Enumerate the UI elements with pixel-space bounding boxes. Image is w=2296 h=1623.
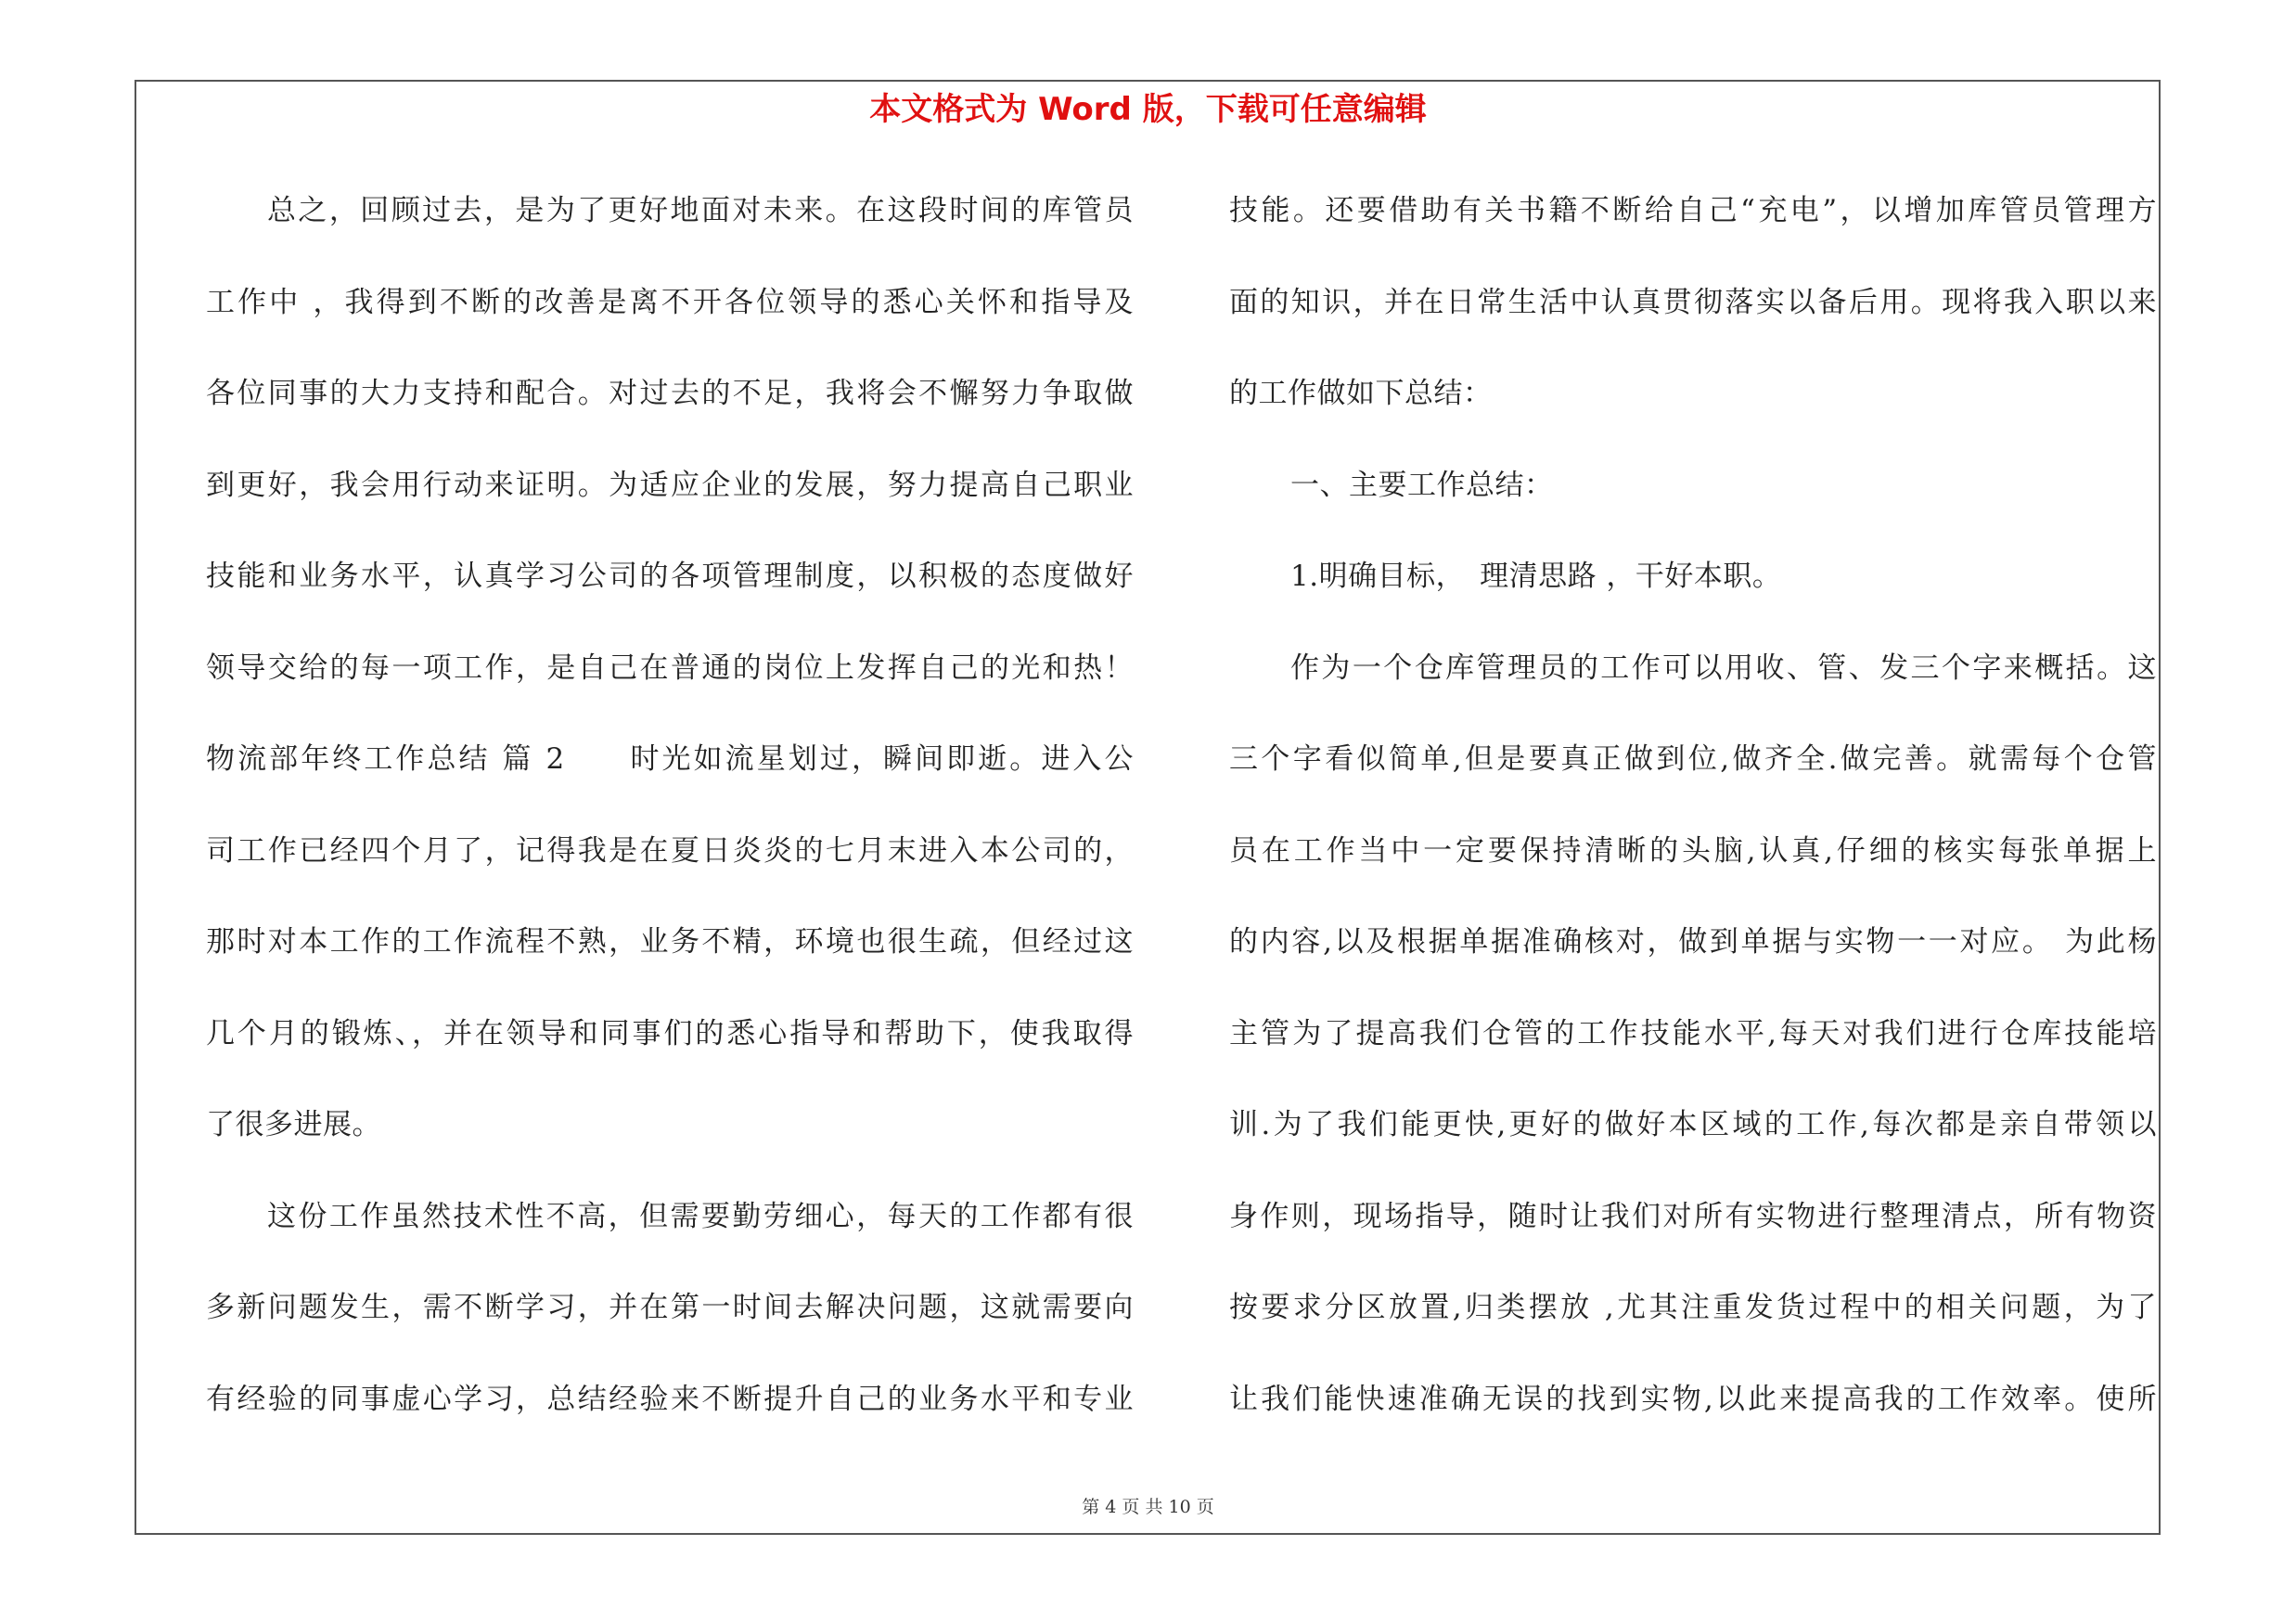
text-line: 技能和业务水平，认真学习公司的各项管理制度，以积极的态度做好 (206, 560, 1134, 593)
text-line: 领导交给的每一项工作，是自己在普通的岗位上发挥自己的光和热！ (206, 650, 1134, 685)
text-line: 各位同事的大力支持和配合。对过去的不足，我将会不懈努力争取做 (206, 377, 1134, 410)
format-banner: 本文格式为 Word 版，下载可任意编辑 (869, 91, 1427, 128)
right-text-column (1229, 181, 2157, 1452)
text-line: 一、主要工作总结： (1290, 468, 1554, 502)
text-line: 总之，回顾过去，是为了更好地面对未来。在这段时间的库管员 (267, 194, 1134, 227)
text-line: 的工作做如下总结： (1229, 377, 1493, 410)
text-line: 主管为了提高我们仓管的工作技能水平,每天对我们进行仓库技能培 (1229, 1016, 2157, 1050)
text-line: 员在工作当中一定要保持清晰的头脑,认真,仔细的核实每张单据上 (1229, 833, 2157, 868)
text-line: 物流部年终工作总结 篇 2 时光如流星划过，瞬间即逝。进入公 (206, 742, 1134, 776)
text-line: 面的知识，并在日常生活中认真贯彻落实以备后用。现将我入职以来 (1229, 285, 2157, 319)
text-line: 多新问题发生，需不断学习，并在第一时间去解决问题，这就需要向 (206, 1291, 1134, 1324)
text-line: 到更好，我会用行动来证明。为适应企业的发展，努力提高自己职业 (206, 468, 1134, 502)
text-line: 技能。还要借助有关书籍不断给自己“充电”，以增加库管员管理方 (1229, 194, 2157, 227)
text-line: 作为一个仓库管理员的工作可以用收、管、发三个字来概括。这 (1290, 650, 2157, 685)
text-line: 1.明确目标， 理清思路 ，干好本职。 (1290, 560, 1782, 593)
text-line: 工作中 ，我得到不断的改善是离不开各位领导的悉心关怀和指导及 (206, 285, 1134, 319)
text-line: 有经验的同事虚心学习，总结经验来不断提升自己的业务水平和专业 (206, 1382, 1134, 1416)
text-line: 训.为了我们能更快,更好的做好本区域的工作,每次都是亲自带领以 (1229, 1108, 2157, 1141)
text-line: 按要求分区放置,归类摆放 ,尤其注重发货过程中的相关问题，为了 (1229, 1291, 2157, 1324)
text-line: 几个月的锻炼、，并在领导和同事们的悉心指导和帮助下，使我取得 (206, 1016, 1134, 1050)
text-line: 这份工作虽然技术性不高，但需要勤劳细心，每天的工作都有很 (267, 1199, 1134, 1233)
text-line: 的内容,以及根据单据准确核对，做到单据与实物一一对应。 为此杨 (1229, 925, 2157, 959)
text-line: 身作则，现场指导，随时让我们对所有实物进行整理清点，所有物资 (1229, 1199, 2157, 1233)
left-text-column (206, 181, 1134, 1452)
text-line: 司工作已经四个月了，记得我是在夏日炎炎的七月末进入本公司的， (206, 833, 1134, 868)
text-line: 那时对本工作的工作流程不熟，业务不精，环境也很生疏，但经过这 (206, 925, 1134, 959)
text-line: 让我们能快速准确无误的找到实物,以此来提高我的工作效率。使所 (1229, 1382, 2157, 1416)
page-number-footer: 第 4 页 共 10 页 (1082, 1497, 1214, 1517)
text-line: 三个字看似简单,但是要真正做到位,做齐全.做完善。就需每个仓管 (1229, 742, 2157, 776)
text-line: 了很多进展。 (206, 1108, 381, 1141)
